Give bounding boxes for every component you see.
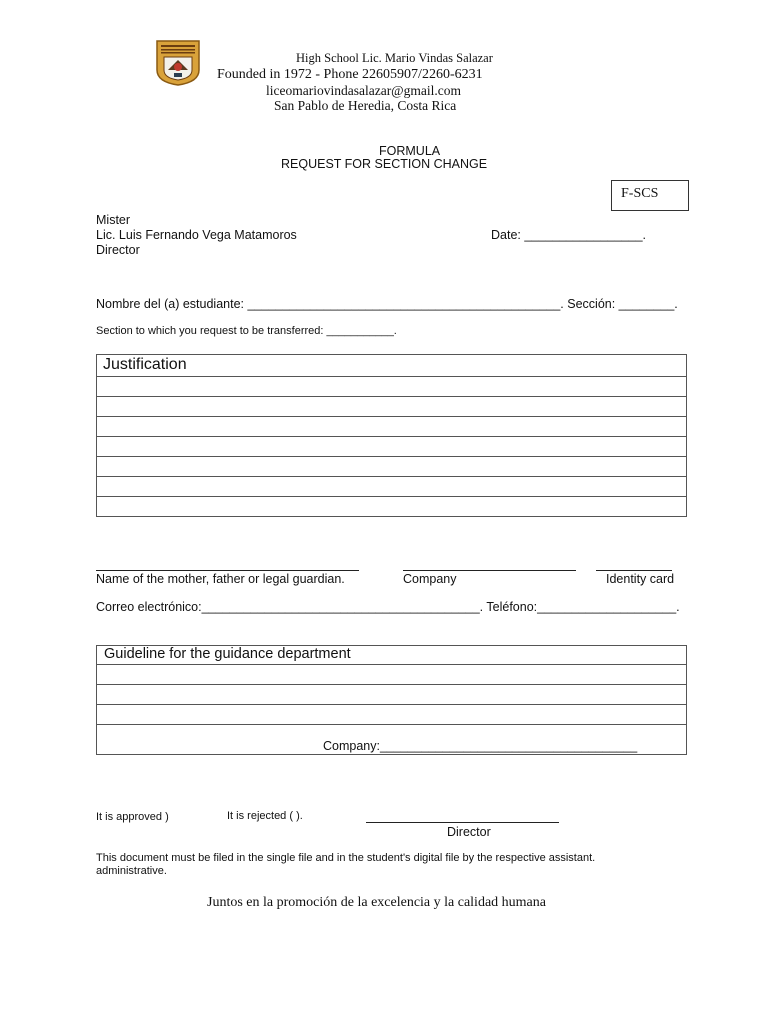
justification-line[interactable] — [97, 376, 686, 377]
guidance-line[interactable] — [97, 704, 686, 705]
director-role: Director — [96, 243, 140, 257]
company-signature-line[interactable] — [403, 570, 576, 571]
form-subtitle: REQUEST FOR SECTION CHANGE — [281, 157, 488, 171]
founded-phone: Founded in 1972 - Phone 22605907/2260-6231 — [217, 67, 483, 82]
form-code: F-SCS — [621, 186, 659, 201]
guardian-signature-line[interactable] — [96, 570, 359, 571]
form-code-box — [611, 180, 689, 211]
identity-label: Identity card — [606, 572, 675, 586]
company-label: Company — [403, 572, 457, 586]
justification-line[interactable] — [97, 496, 686, 497]
salutation: Mister — [96, 213, 131, 227]
approved-option[interactable]: It is approved ) — [96, 811, 169, 823]
director-name: Lic. Luis Fernando Vega Matamoros — [96, 228, 297, 242]
guidance-header — [97, 646, 686, 664]
guidance-line[interactable] — [97, 664, 686, 665]
guidance-table — [96, 645, 687, 755]
justification-line[interactable] — [97, 476, 686, 477]
school-email: liceomariovindasalazar@gmail.com — [266, 83, 461, 98]
school-logo — [156, 40, 200, 86]
guardian-label: Name of the mother, father or legal guardian. — [96, 572, 345, 586]
justification-table — [96, 354, 687, 517]
rejected-option[interactable]: It is rejected ( ). — [227, 810, 303, 822]
school-location: San Pablo de Heredia, Costa Rica — [274, 98, 457, 113]
date-field[interactable]: Date: _________________. — [491, 228, 647, 242]
justification-line[interactable] — [97, 396, 686, 397]
motto: Juntos en la promoción de la excelencia y la calidad humana — [207, 895, 546, 910]
student-name-field[interactable]: Nombre del (a) estudiante: _____________________________________________. Sección: ________. — [96, 297, 678, 311]
filing-note: This document must be filed in the single file and in the student's digital file by the respective assistant. administrative. — [96, 852, 596, 877]
contact-field[interactable]: Correo electrónico:________________________________________. Teléfono:____________________. — [96, 600, 680, 614]
guidance-line[interactable] — [97, 684, 686, 685]
guidance-company-field[interactable]: Company:_____________________________________ — [323, 739, 638, 753]
director-signature-label: Director — [447, 825, 491, 839]
justification-header — [97, 355, 686, 376]
section-request-field[interactable]: Section to which you request to be transferred: ___________. — [96, 325, 397, 337]
school-name: High School Lic. Mario Vindas Salazar — [296, 51, 493, 65]
identity-signature-line[interactable] — [596, 570, 672, 571]
guidance-title: Guideline for the guidance department — [104, 646, 351, 662]
justification-line[interactable] — [97, 456, 686, 457]
director-signature-line[interactable] — [366, 822, 559, 823]
justification-line[interactable] — [97, 436, 686, 437]
guidance-line[interactable] — [97, 724, 686, 725]
form-title: FORMULA — [379, 144, 441, 158]
justification-title: Justification — [103, 356, 187, 373]
justification-line[interactable] — [97, 416, 686, 417]
